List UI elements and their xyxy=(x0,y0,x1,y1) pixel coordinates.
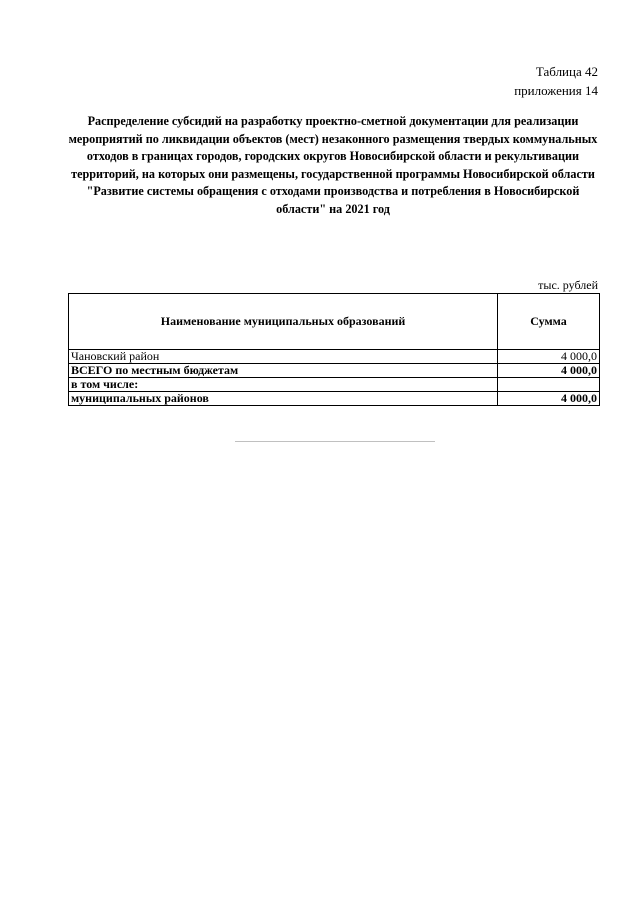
table-number: Таблица 42 xyxy=(535,64,598,79)
footer-divider xyxy=(235,441,435,442)
row-sum xyxy=(498,378,600,392)
row-name: Чановский район xyxy=(69,350,498,364)
row-name: ВСЕГО по местным бюджетам xyxy=(69,364,498,378)
header-municipality-name: Наименование муниципальных образований xyxy=(69,294,498,350)
row-name: в том числе: xyxy=(69,378,498,392)
row-sum: 4 000,0 xyxy=(498,350,600,364)
table-row-including xyxy=(69,378,600,392)
appendix-reference xyxy=(514,62,598,100)
table-header-row xyxy=(69,294,600,350)
row-sum: 4 000,0 xyxy=(498,392,600,406)
header-sum: Сумма xyxy=(498,294,600,350)
subsidy-table xyxy=(68,293,600,406)
units-label: тыс. рублей xyxy=(538,278,598,292)
table-row xyxy=(69,350,600,364)
row-sum: 4 000,0 xyxy=(498,364,600,378)
table-row-districts xyxy=(69,392,600,406)
document-title: Распределение субсидий на разработку проектно-сметной документации для реализации мероприятий по ликвидации объектов (мест) незаконного размещения твердых коммунальных отходов в границах городов, городских округов Новосибирской области и рекультивации территорий, на которых они размещены, государственной программы Новосибирской области "Развитие системы обращения с отходами производства и потребления в Новосибирской области" на 2021 год xyxy=(68,114,598,216)
row-name: муниципальных районов xyxy=(69,392,498,406)
table-row-total xyxy=(69,364,600,378)
appendix-number: приложения 14 xyxy=(514,83,598,98)
